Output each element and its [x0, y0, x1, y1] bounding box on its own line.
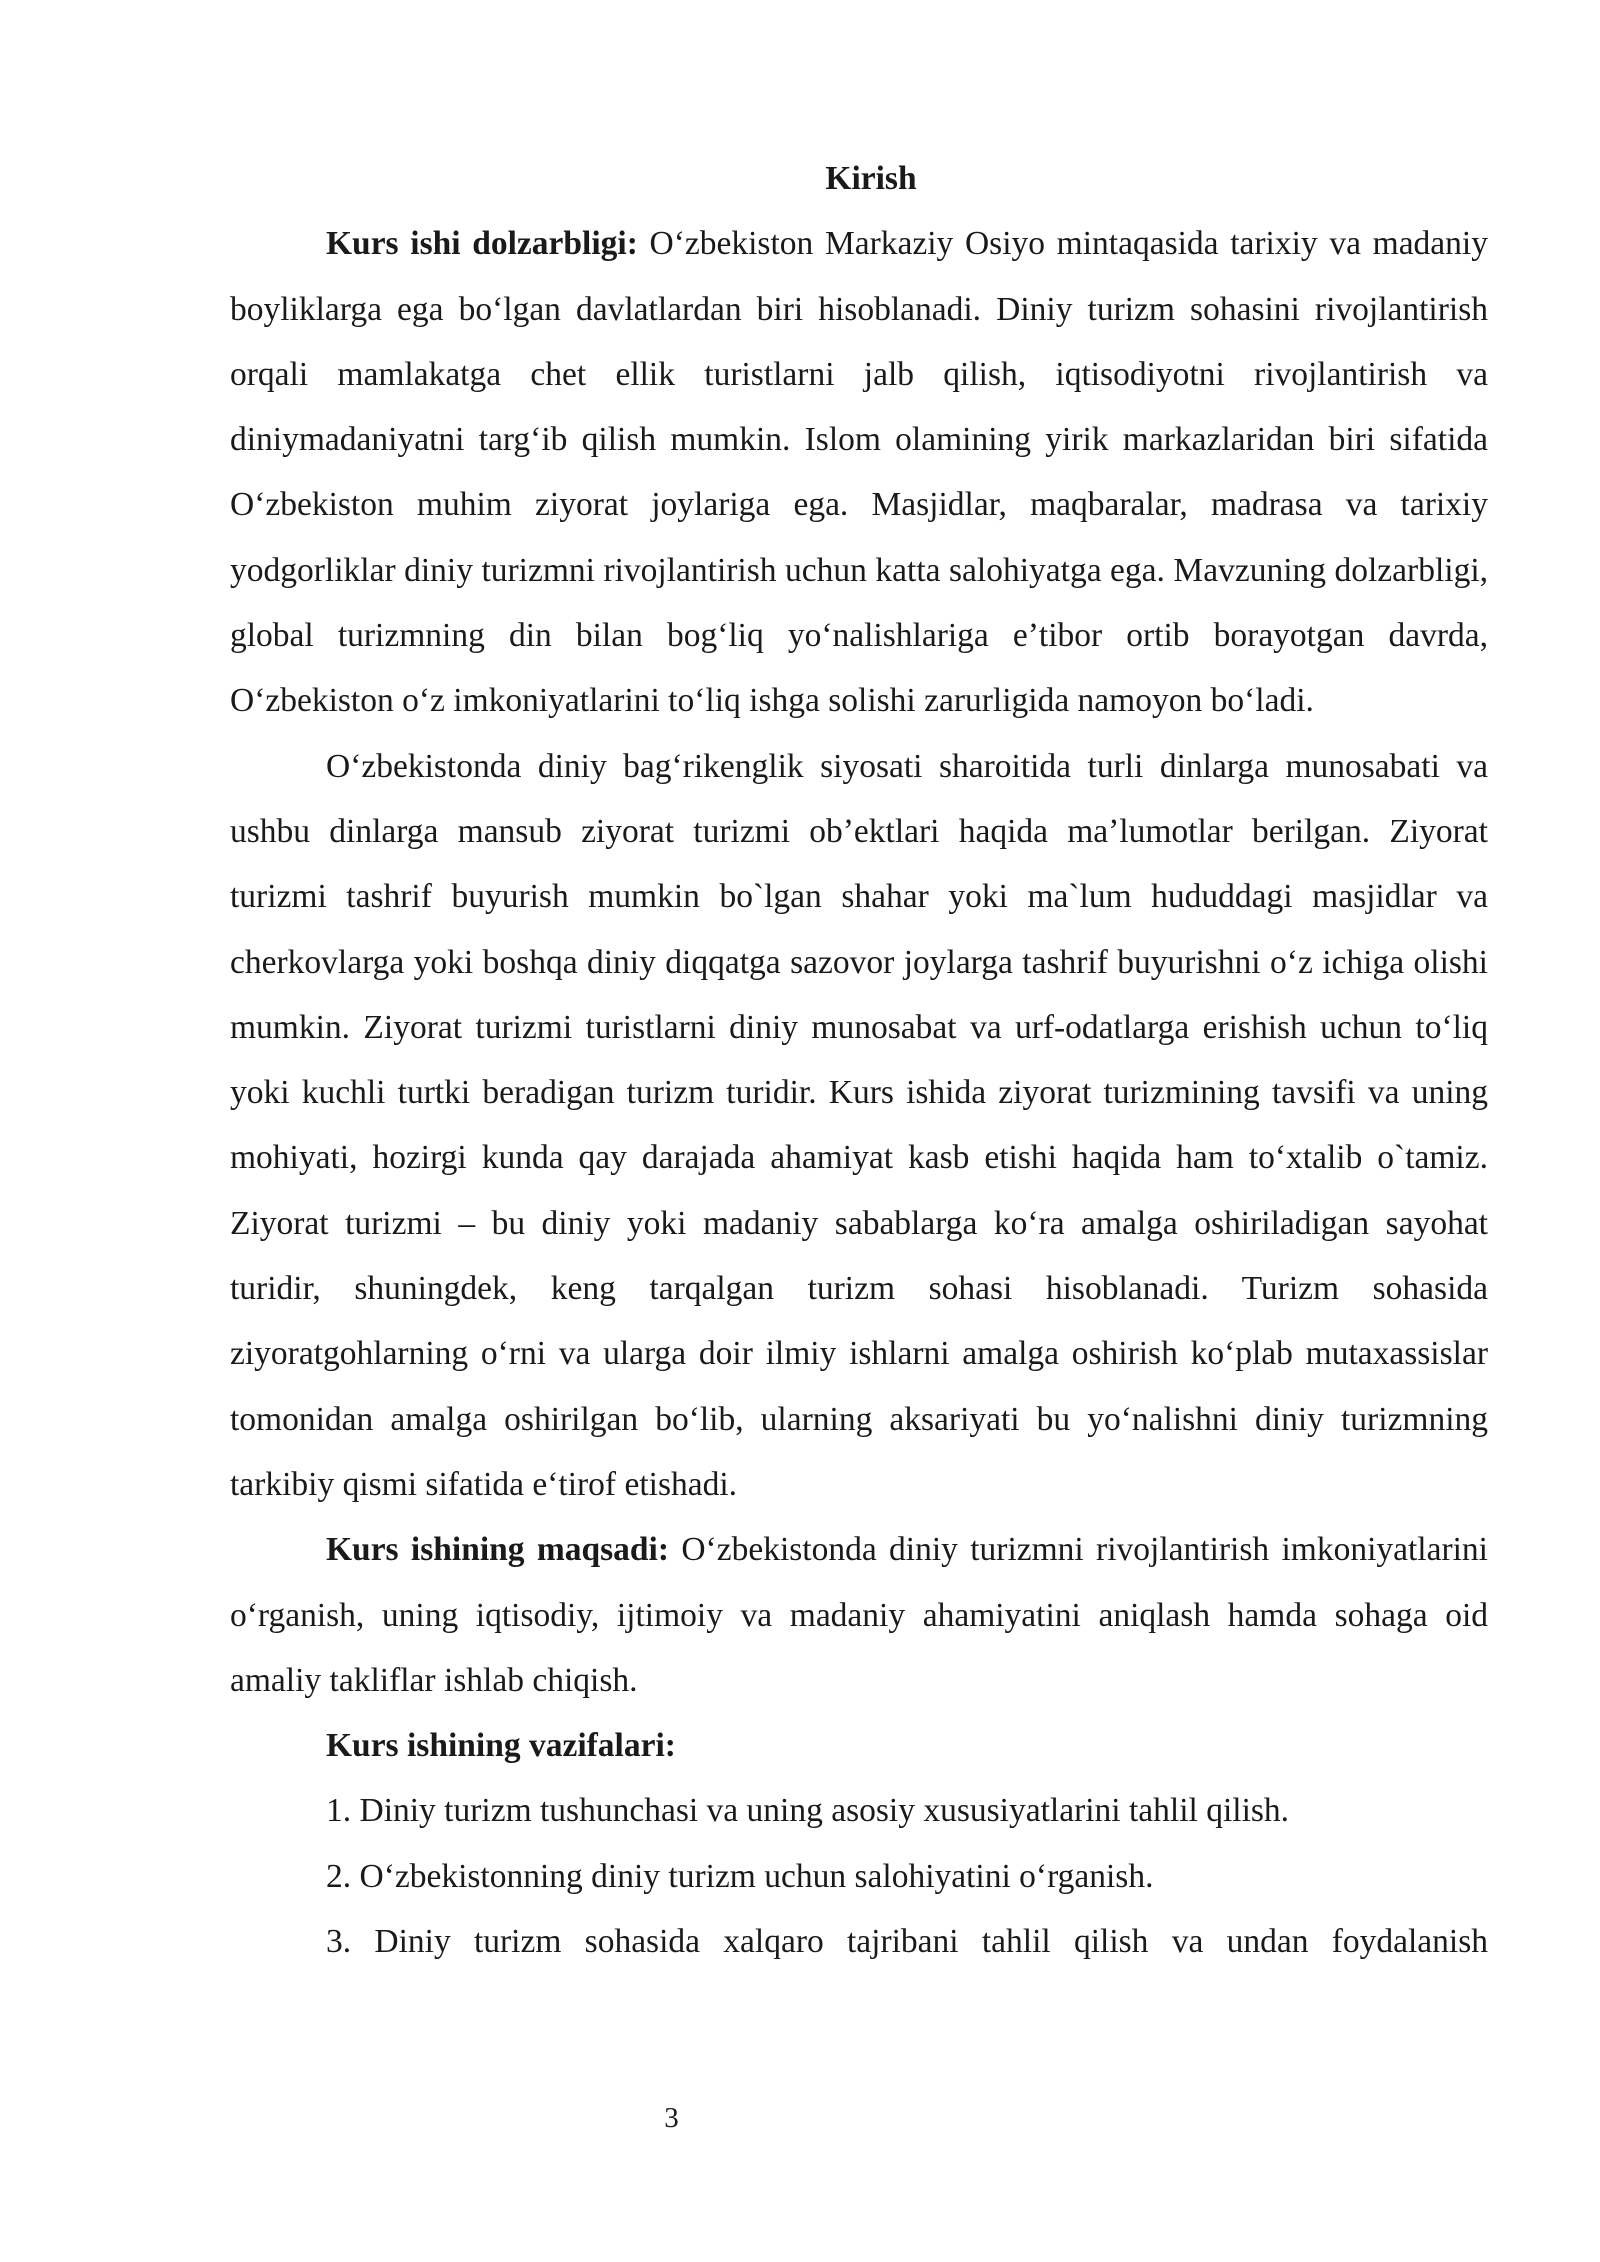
paragraph-lead: Kurs ishi dolzarbligi: [326, 225, 638, 263]
page-content [230, 146, 1488, 1974]
paragraph-relevance [230, 211, 1488, 733]
paragraph-text: Oʻzbekiston Markaziy Osiyo mintaqasida tarixiy va madaniy boyliklarga ega boʻlgan davlatlardan biri hisoblanadi. Diniy turizm sohasini rivojlantirish orqali mamlakatga chet ellik turistlarni jalb qilish, iqtisodiyotni rivojlantirish va diniymadaniyatni targʻib qilish mumkin. Islom olamining yirik markazlaridan biri sifatida Oʻzbekiston muhim ziyorat joylariga ega. Masjidlar, maqbaralar, madrasa va tarixiy yodgorliklar diniy turizmni rivojlantirish uchun katta salohiyatga ega. Mavzuning dolzarbligi, global turizmning din bilan bogʻliq yoʻnalishlariga eʼtibor ortib borayotgan davrda, Oʻzbekiston oʻz imkoniyatlarini toʻliq ishga solishi zarurligida namoyon boʻladi. [230, 225, 1488, 720]
paragraph-text: Oʻzbekistonda diniy bagʻrikenglik siyosati sharoitida turli dinlarga munosabati va ushbu dinlarga mansub ziyorat turizmi obʼektlari haqida maʼlumotlar berilgan. Ziyorat turizmi tashrif buyurish mumkin bo`lgan shahar yoki ma`lum hududdagi masjidlar va cherkovlarga yoki boshqa diniy diqqatga sazovor joylarga tashrif buyurishni oʻz ichiga olishi mumkin. Ziyorat turizmi turistlarni diniy munosabat va urf-odatlarga erishish uchun toʻliq yoki kuchli turtki beradigan turizm turidir. Kurs ishida ziyorat turizmining tavsifi va uning mohiyati, hozirgi kunda qay darajada ahamiyat kasb etishi haqida ham toʻxtalib o`tamiz. Ziyorat turizmi – bu diniy yoki madaniy sabablarga koʻra amalga oshiriladigan sayohat turidir, shuningdek, keng tarqalgan turizm sohasi hisoblanadi. Turizm sohasida ziyoratgohlarning oʻrni va ularga doir ilmiy ishlarni amalga oshirish koʻplab mutaxassislar tomonidan amalga oshirilgan boʻlib, ularning aksariyati bu yoʻnalishni diniy turizmning tarkibiy qismi sifatida eʻtirof etishadi. [230, 747, 1488, 1503]
paragraph-tolerance [230, 734, 1488, 1518]
task-item: 2. Oʻzbekistonning diniy turizm uchun salohiyatini oʻrganish. [326, 1857, 1154, 1895]
paragraph-lead: Kurs ishining maqsadi: [326, 1531, 670, 1569]
task-item: 3. Diniy turizm sohasida xalqaro tajribani tahlil qilish va undan foydalanish [326, 1923, 1488, 1961]
paragraph-text: Oʻzbekistonda diniy turizmni rivojlantirish imkoniyatlarini oʻrganish, uning iqtisodiy, ijtimoiy va madaniy ahamiyatini aniqlash hamda sohaga oid amaliy takliflar ishlab chiqish. [230, 1531, 1488, 1699]
section-title: Kirish [825, 160, 917, 197]
task-item: 1. Diniy turizm tushunchasi va uning asosiy xususiyatlarini tahlil qilish. [326, 1792, 1290, 1830]
page-number: 3 [664, 2102, 679, 2134]
paragraph-goal [230, 1517, 1488, 1713]
tasks-heading: Kurs ishining vazifalari: [326, 1727, 676, 1765]
